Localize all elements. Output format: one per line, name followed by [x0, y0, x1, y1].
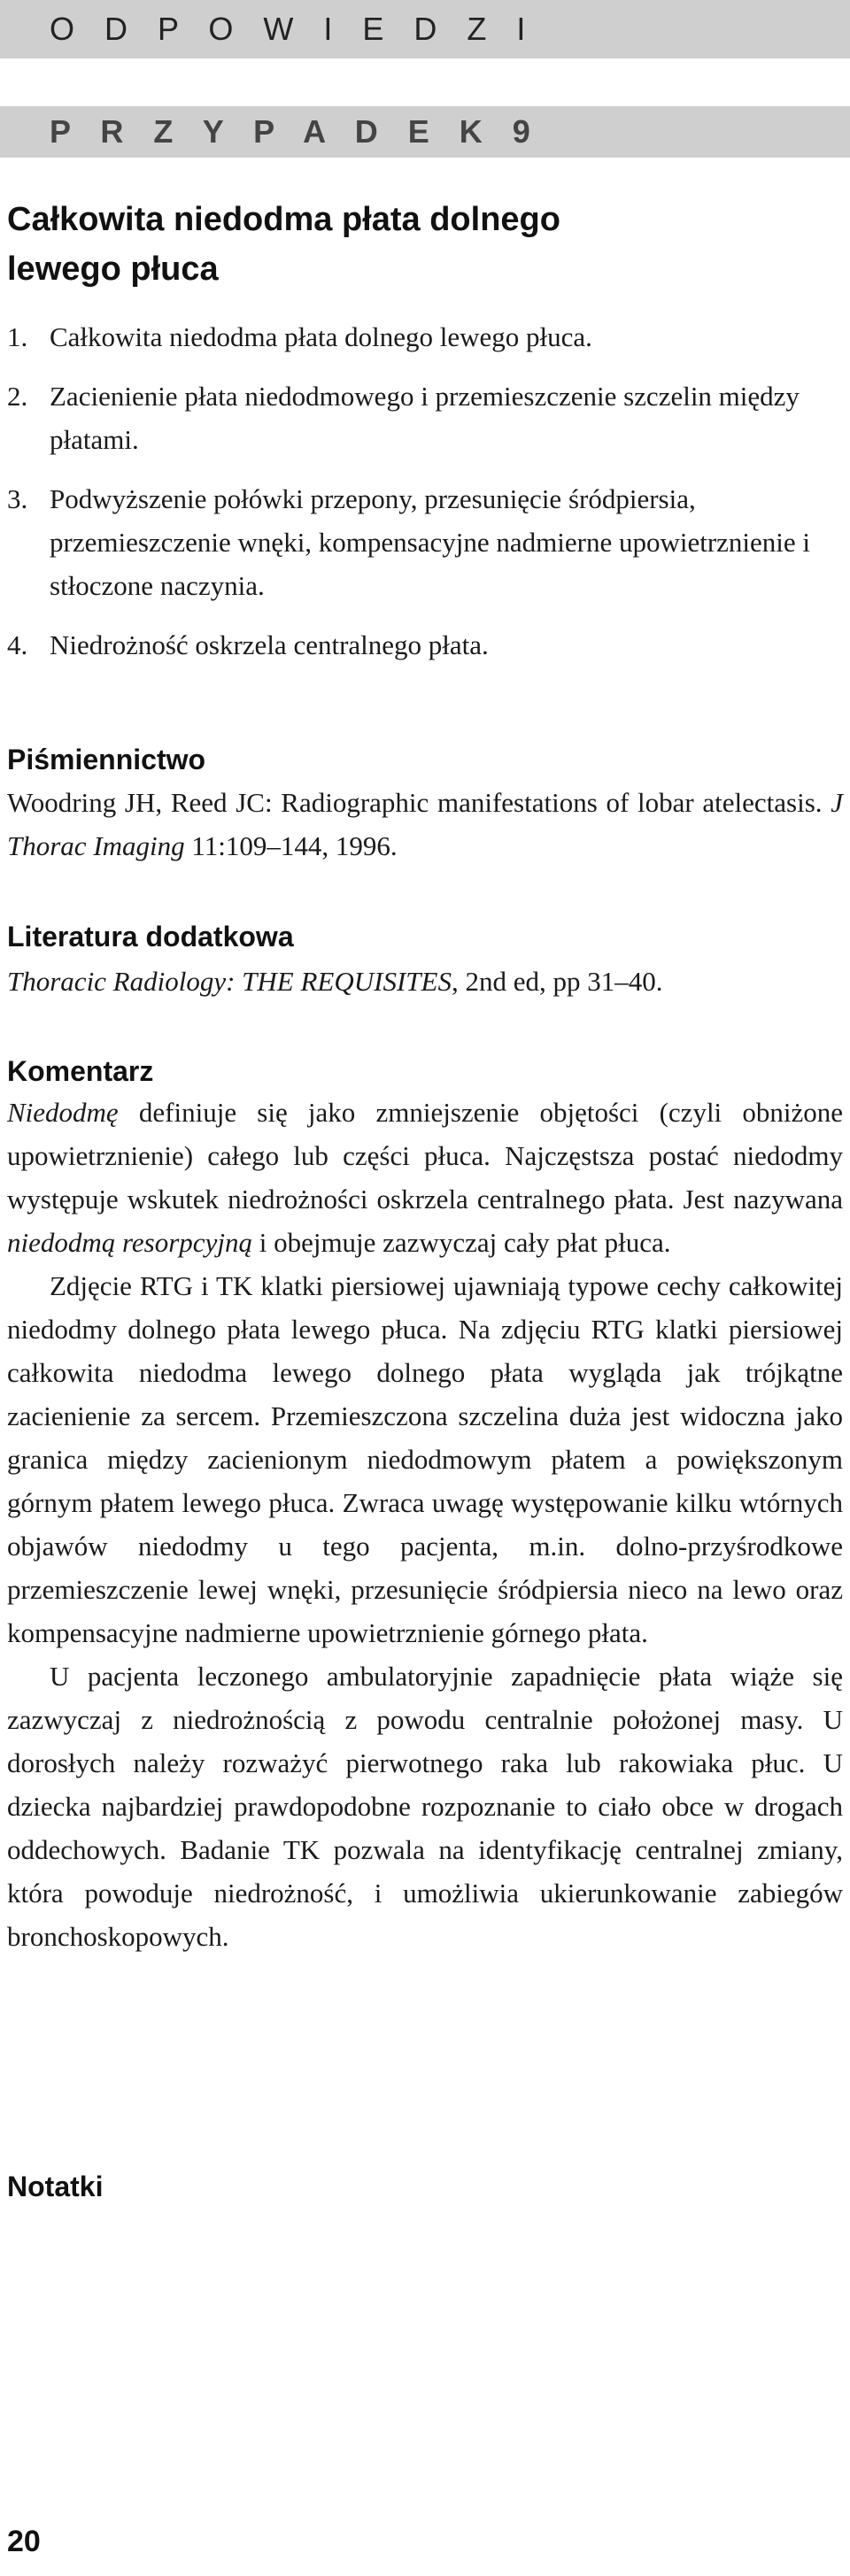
- reference-text: Woodring JH, Reed JC: Radiographic manifestations of lobar atelectasis.: [7, 787, 831, 818]
- commentary-paragraph-1: [7, 1091, 843, 1264]
- reference-entry: [7, 781, 843, 868]
- further-reading-heading: Literatura dodatkowa: [7, 921, 294, 953]
- answer-number: 2.: [7, 381, 28, 412]
- reference-citation: 11:109–144, 1996.: [184, 830, 398, 861]
- further-reading-book: Thoracic Radiology: THE REQUISITES: [7, 966, 452, 997]
- further-reading-entry: [7, 960, 843, 1003]
- commentary-paragraph-3: U pacjenta leczonego ambulatoryjnie zapadnięcie płata wiąże się zazwyczaj z niedrożnością z powodu centralnie położonej masy. U dorosłych należy rozważyć pierwotnego raka lub rakowiaka płuc. U dziecka najbardziej prawdopodobne rozpoznanie to ciało obce w drogach oddechowych. Badanie TK pozwala na identyfikację centralnej zmiany, która powoduje niedrożność, i umożliwia ukierunkowanie zabiegów bronchoskopowych.: [7, 1661, 843, 1952]
- answer-number: 1.: [7, 321, 28, 352]
- answer-number: 4.: [7, 629, 28, 660]
- answer-item: [7, 477, 843, 607]
- commentary-paragraph-2: Zdjęcie RTG i TK klatki piersiowej ujawniają typowe cechy całkowitej niedodmy dolnego płata lewego płuca. Na zdjęciu RTG klatki piersiowej całkowita niedodma lewego dolnego płata wygląda jak trójkątne zacienienie za sercem. Przemieszczona szczelina duża jest widoczna jako granica między zacienionym niedodmowym płatem a powiększonym górnym płatem lewego płuca. Zwraca uwagę występowanie kilku wtórnych objawów niedodmy u tego pacjenta, m.in. dolno-przyśrodkowe przemieszczenie lewej wnęki, przesunięcie śródpiersia nieco na lewo oraz kompensacyjne nadmierne upowietrznienie górnego płata.: [7, 1270, 843, 1648]
- notes-heading: Notatki: [7, 2171, 104, 2202]
- references-body: [7, 781, 843, 868]
- answer-text: Podwyższenie połówki przepony, przesunięcie śródpiersia, przemieszczenie wnęki, kompensacyjne nadmierne upowietrznienie i stłoczone naczynia.: [50, 483, 811, 601]
- page-title-line-1: Całkowita niedodma płata dolnego: [7, 201, 560, 238]
- answer-text: Niedrożność oskrzela centralnego płata.: [50, 629, 489, 660]
- commentary-term: niedodmą resorpcyjną: [7, 1227, 252, 1258]
- answer-item: [7, 374, 843, 461]
- page-title-line-2: lewego płuca: [7, 251, 219, 288]
- case-header-band: [0, 106, 850, 158]
- commentary-term: Niedodmę: [7, 1097, 119, 1128]
- answer-text: Zacienienie płata niedodmowego i przemieszczenie szczelin między płatami.: [50, 381, 800, 455]
- answer-text: Całkowita niedodma płata dolnego lewego płuca.: [50, 321, 592, 352]
- answer-number: 3.: [7, 483, 28, 514]
- reference-journal: J Thorac Imaging: [7, 787, 843, 861]
- page-number: 20: [7, 2525, 41, 2558]
- answers-list: [7, 315, 843, 683]
- commentary-text: i obejmuje zazwyczaj cały płat płuca.: [251, 1227, 671, 1258]
- references-heading: Piśmiennictwo: [7, 744, 206, 775]
- answer-item: [7, 623, 843, 667]
- section-header-title: O D P O W I E D Z I: [50, 11, 537, 47]
- case-header-title: P R Z Y P A D E K 9: [50, 113, 541, 150]
- answer-item: [7, 315, 843, 359]
- further-reading-body: [7, 960, 843, 1003]
- section-header-band: [0, 0, 850, 58]
- commentary-text: definiuje się jako zmniejszenie objętości (czyli obniżone upowietrznienie) całego lub części płuca. Najczęstsza postać niedodmy występuje wskutek niedrożności oskrzela centralnego płata. Jest nazywana: [7, 1097, 843, 1215]
- commentary-heading: Komentarz: [7, 1055, 154, 1087]
- page-title: [7, 195, 822, 294]
- further-reading-citation: , 2nd ed, pp 31–40.: [451, 966, 663, 997]
- commentary-body: [7, 1091, 843, 1958]
